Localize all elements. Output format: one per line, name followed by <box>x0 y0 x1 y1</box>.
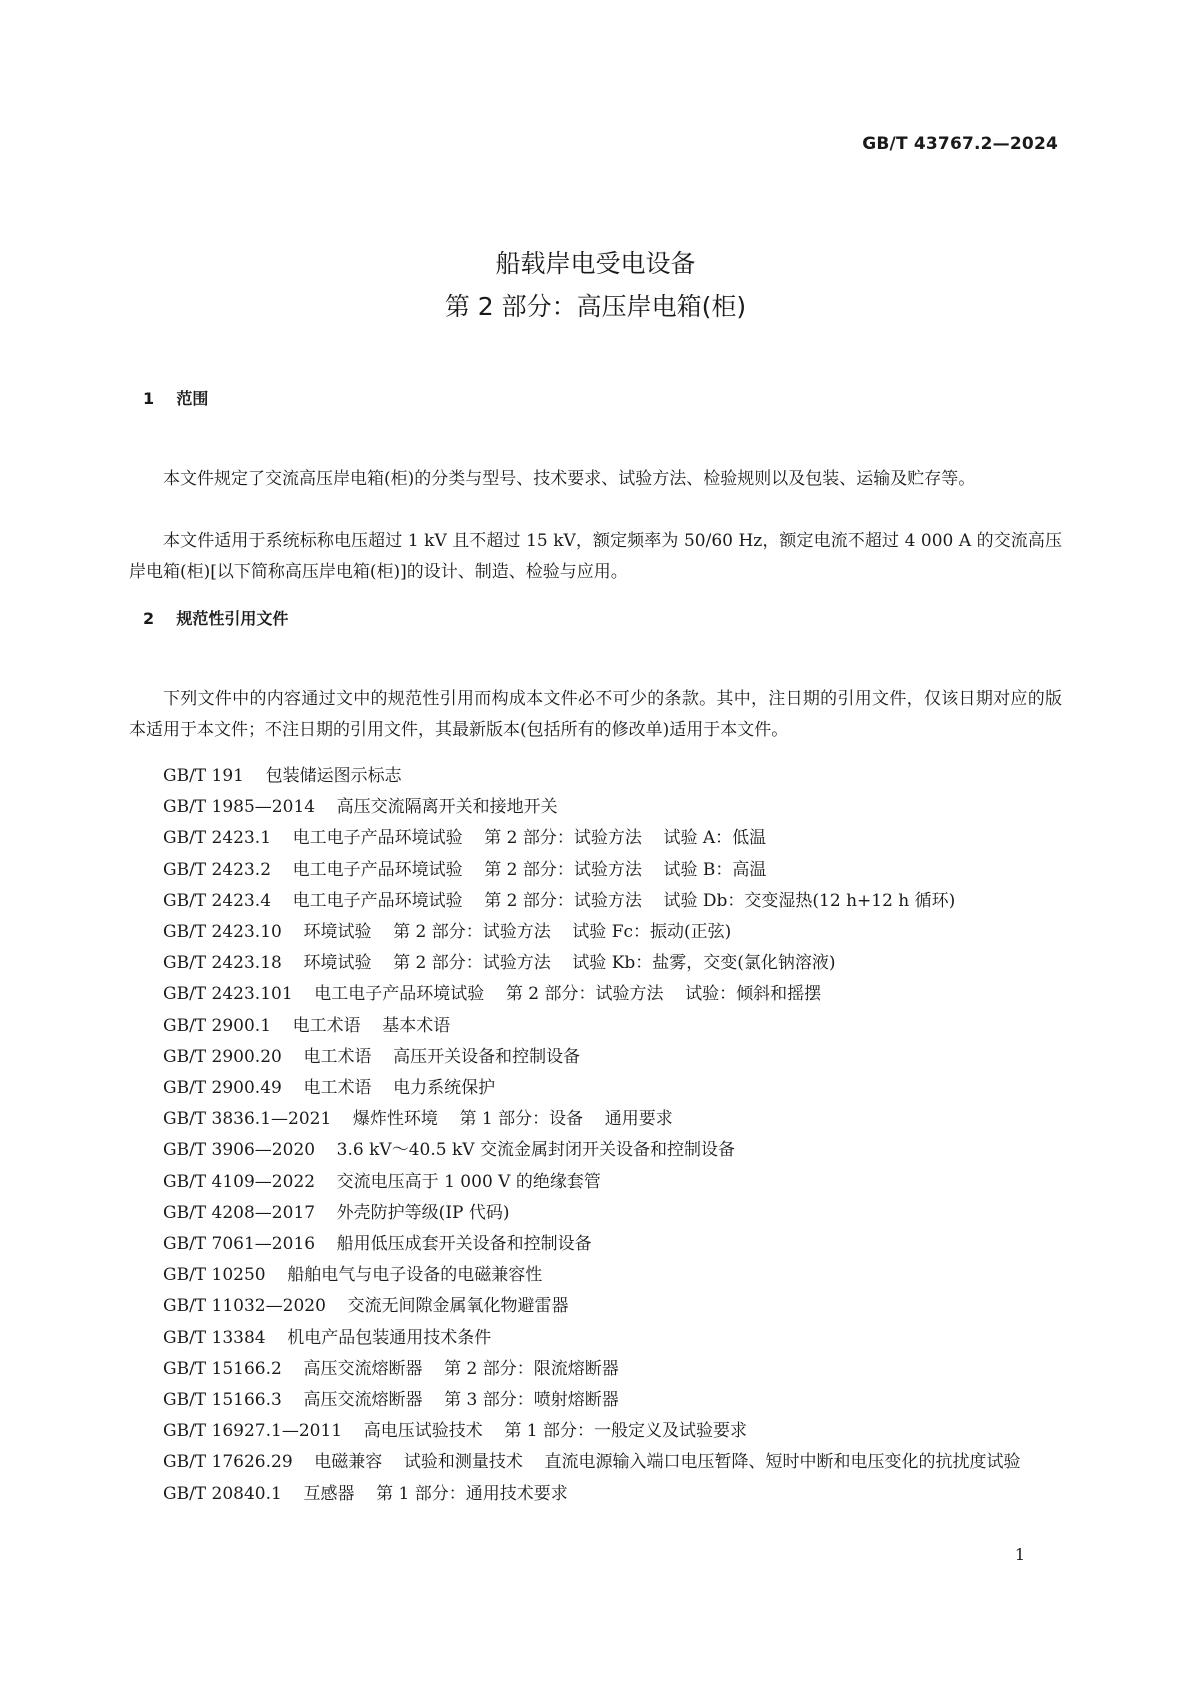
reference-item: GB/T 20840.1 互感器 第 1 部分：通用技术要求 <box>163 1483 568 1504</box>
normative-references-list <box>129 761 1062 1510</box>
reference-item: GB/T 10250 船舶电气与电子设备的电磁兼容性 <box>163 1265 543 1286</box>
reference-item: GB/T 4208—2017 外壳防护等级(IP 代码) <box>163 1202 510 1223</box>
section-1-heading: 1 范围 <box>143 389 209 408</box>
reference-item: GB/T 2423.101 电工电子产品环境试验 第 2 部分：试验方法 试验：倾斜和摇摆 <box>163 984 822 1005</box>
reference-item: GB/T 11032—2020 交流无间隙金属氧化物避雷器 <box>163 1296 569 1317</box>
scope-paragraph-1: 本文件规定了交流高压岸电箱(柜)的分类与型号、技术要求、试验方法、检验规则以及包装、运输及贮存等。 <box>163 469 976 489</box>
reference-item: GB/T 1985—2014 高压交流隔离开关和接地开关 <box>163 797 558 818</box>
section-2-heading: 2 规范性引用文件 <box>143 609 289 628</box>
reference-item: GB/T 3906—2020 3.6 kV～40.5 kV 交流金属封闭开关设备和控制设备 <box>163 1140 735 1161</box>
reference-item: GB/T 2900.49 电工术语 电力系统保护 <box>163 1078 496 1099</box>
reference-item: GB/T 2423.10 环境试验 第 2 部分：试验方法 试验 Fc：振动(正弦) <box>163 922 732 943</box>
reference-item: GB/T 2423.1 电工电子产品环境试验 第 2 部分：试验方法 试验 A：低温 <box>163 828 767 849</box>
document-title-line-1: 船载岸电受电设备 <box>495 249 696 278</box>
reference-item: GB/T 16927.1—2011 高电压试验技术 第 1 部分：一般定义及试验要求 <box>163 1421 747 1442</box>
reference-item: GB/T 2900.20 电工术语 高压开关设备和控制设备 <box>163 1046 581 1067</box>
reference-item: GB/T 2423.4 电工电子产品环境试验 第 2 部分：试验方法 试验 Db：交变湿热(12 h+12 h 循环) <box>163 890 956 911</box>
page-number: 1 <box>1014 1545 1025 1564</box>
reference-item: GB/T 15166.2 高压交流熔断器 第 2 部分：限流熔断器 <box>163 1358 619 1379</box>
reference-item: GB/T 15166.3 高压交流熔断器 第 3 部分：喷射熔断器 <box>163 1390 619 1411</box>
document-title-line-2: 第 2 部分：高压岸电箱(柜) <box>444 292 747 321</box>
reference-item: GB/T 2900.1 电工术语 基本术语 <box>163 1015 451 1036</box>
standard-code: GB/T 43767.2—2024 <box>862 134 1058 154</box>
reference-item: GB/T 4109—2022 交流电压高于 1 000 V 的绝缘套管 <box>163 1171 601 1192</box>
reference-item: GB/T 17626.29 电磁兼容 试验和测量技术 直流电源输入端口电压暂降、短时中断和电压变化的抗扰度试验 <box>163 1452 1021 1473</box>
reference-item: GB/T 2423.18 环境试验 第 2 部分：试验方法 试验 Kb：盐雾，交变(氯化钠溶液) <box>163 953 836 974</box>
scope-paragraph-2: 本文件适用于系统标称电压超过 1 kV 且不超过 15 kV，额定频率为 50/60 Hz，额定电流不超过 4 000 A 的交流高压岸电箱(柜)[以下简称高压岸电箱(柜)]的设计、制造、检验与应用。 <box>129 531 1062 582</box>
reference-item: GB/T 3836.1—2021 爆炸性环境 第 1 部分：设备 通用要求 <box>163 1109 673 1130</box>
reference-item: GB/T 191 包装储运图示标志 <box>163 766 402 786</box>
reference-item: GB/T 13384 机电产品包装通用技术条件 <box>163 1327 492 1348</box>
reference-item: GB/T 7061—2016 船用低压成套开关设备和控制设备 <box>163 1234 592 1255</box>
references-intro-paragraph: 下列文件中的内容通过文中的规范性引用而构成本文件必不可少的条款。其中，注日期的引用文件，仅该日期对应的版本适用于本文件；不注日期的引用文件，其最新版本(包括所有的修改单)适用于本文件。 <box>129 689 1062 740</box>
reference-item: GB/T 2423.2 电工电子产品环境试验 第 2 部分：试验方法 试验 B：高温 <box>163 859 767 880</box>
